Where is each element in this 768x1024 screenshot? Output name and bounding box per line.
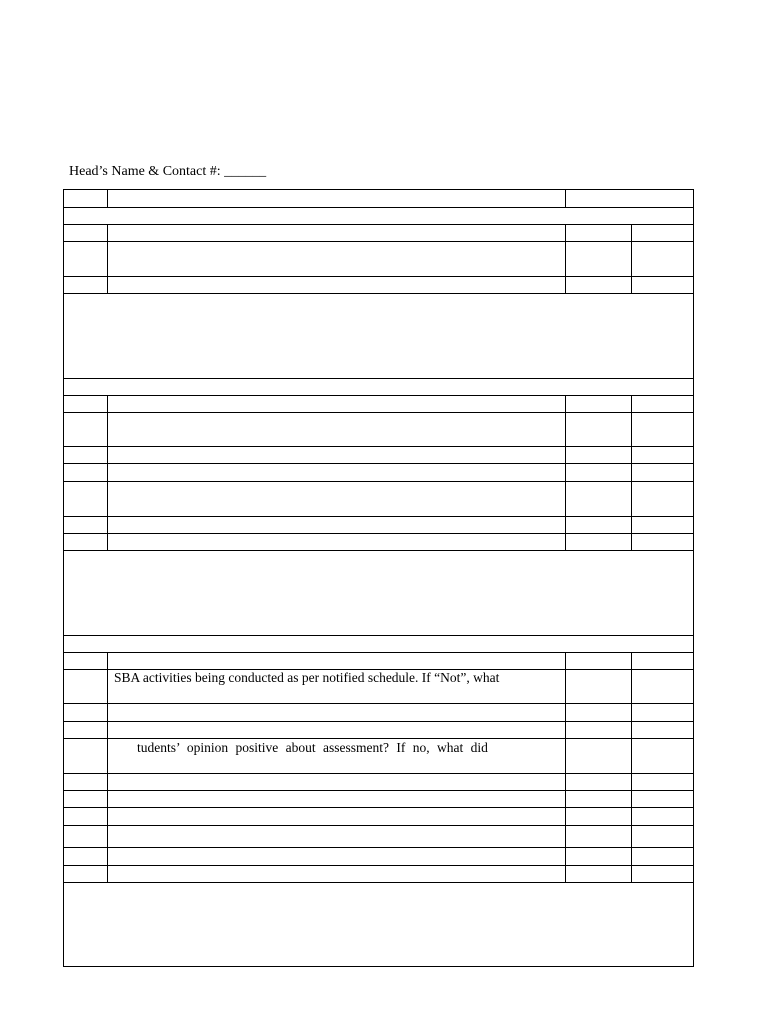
row-student-opinion-text: tudents’ opinion positive about assessment? If no, what did xyxy=(137,740,488,755)
head-name-contact-value: ______ xyxy=(224,164,267,179)
row-sba-schedule-text: SBA activities being conducted as per notified schedule. If “Not”, what xyxy=(114,670,500,685)
head-name-contact-label: Head’s Name & Contact #: xyxy=(69,164,225,179)
table-outer-border xyxy=(64,190,694,967)
